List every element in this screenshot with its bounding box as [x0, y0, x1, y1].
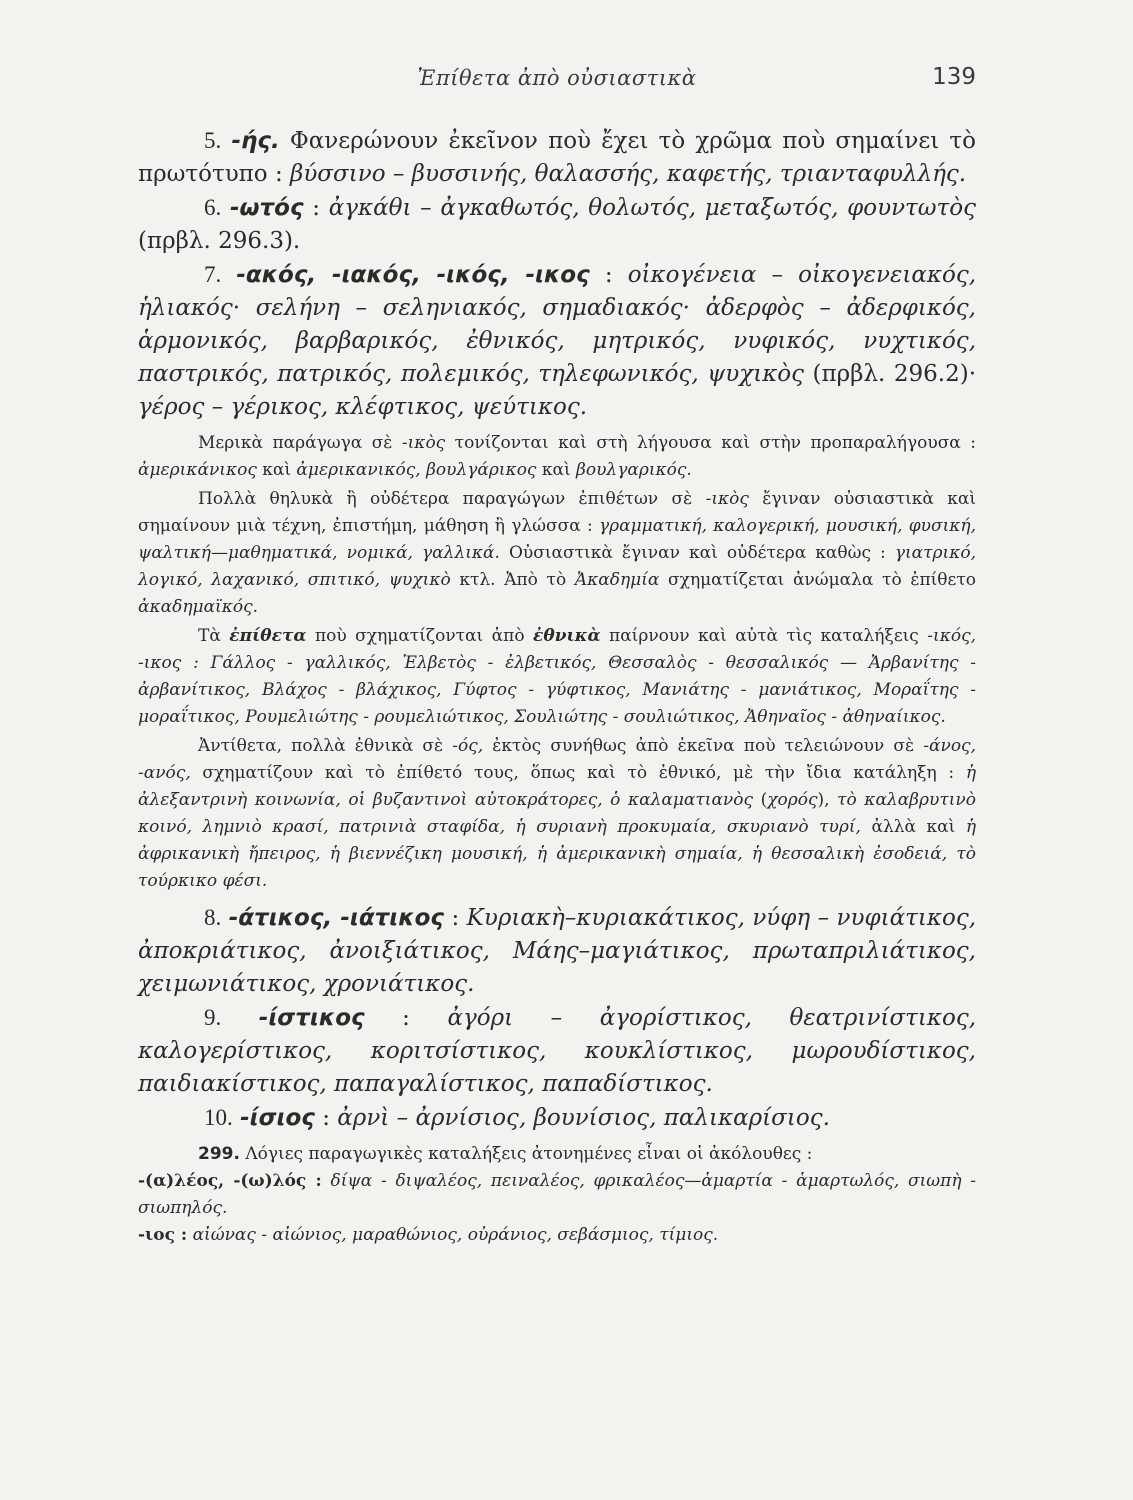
colon: :	[589, 262, 628, 288]
item-7	[138, 258, 976, 424]
examples: αἰώνας - αἰώνιος, μαραθώνιος, οὐράνιος, σεβάσμιος, τίμιος.	[187, 1225, 719, 1245]
example: ἀμερικανικός, βουλγάρικος	[296, 460, 537, 480]
learned-suffix-line	[138, 1168, 976, 1222]
example: τὸ καλαβρυτινὸ κοινό, λημνιὸ κρασί, πατρινιὰ σταφίδα, ἡ συριανὴ προκυμαία, σκυριανὸ τυρί,	[138, 790, 976, 837]
note-text: ἐκτὸς συνήθως ἀπὸ ἐκεῖνα ποὺ τελειώνουν σὲ	[483, 736, 924, 756]
example: γραμματική, καλογερική, μουσική, φυσική, ψαλτική—μαθηματικά, νομικά, γαλλικά.	[138, 516, 976, 563]
note-text: καὶ	[256, 460, 297, 480]
item-number: 5.	[204, 128, 222, 153]
suffix: -(α)λέος, -(ω)λός :	[138, 1171, 322, 1191]
examples: βύσσινο – βυσσινής, θαλασσής, καφετής, τριανταφυλλής.	[290, 161, 967, 187]
item-9	[138, 1001, 976, 1101]
item-number: 10.	[204, 1105, 233, 1130]
suffix: -ωτός	[229, 195, 304, 221]
example: γιατρικό, λογικό, λαχανικό, σπιτικό, ψυχικὸ	[138, 543, 977, 590]
note-text: σχηματίζεται ἀνώμαλα τὸ ἐπίθετο	[659, 570, 976, 590]
colon: :	[303, 195, 329, 221]
suffix: -ικὸς	[705, 489, 749, 509]
suffix: -ής.	[231, 128, 280, 154]
example: ἀκαδημαϊκός.	[138, 597, 259, 617]
suffix: -ός,	[452, 736, 484, 756]
example: χορός	[767, 790, 818, 810]
item-number: 8.	[204, 905, 222, 930]
suffix: -άνος, -ανός,	[138, 736, 976, 783]
note-paragraph	[138, 623, 976, 731]
example: Ἀκαδημία	[574, 570, 660, 590]
colon: :	[314, 1105, 338, 1131]
note-text: ποὺ σχηματίζονται ἀπὸ	[306, 626, 534, 646]
suffix: -ίστικος	[258, 1005, 365, 1031]
bold-term: ἐθνικὰ	[533, 626, 601, 646]
note-text: σχηματίζουν καὶ τὸ ἐπίθετό τους, ὅπως καὶ τὸ ἐθνικό, μὲ τὴν ἴδια κατάληξη :	[190, 763, 966, 783]
learned-suffix-line	[138, 1222, 976, 1249]
examples: οἰκογένεια – οἰκογενειακός, ἡλιακός· σελήνη – σεληνιακός, σημαδιακός· ἀδερφὸς – ἀδερφικός, ἁρμονικός, βαρβαρικός, ἐθνικός, μητρικός, νυφικός, νυχτικός, παστρικός, πατρικός, πολεμικός, τηλεφωνικός, ψυχικὸς	[138, 262, 977, 387]
body-text	[138, 124, 976, 1249]
examples: ἀγκάθι – ἀγκαθωτός, θολωτός, μεταξωτός, φουντωτὸς	[328, 195, 976, 221]
colon: :	[444, 905, 467, 931]
item-number: 7.	[204, 262, 222, 287]
note-text: Οὐσιαστικὰ ἔγιναν καὶ οὐδέτερα καθὼς :	[499, 543, 895, 563]
item-text: Φανερώνουν ἐκεῖνον ποὺ ἔχει τὸ χρῶμα ποὺ σημαίνει τὸ πρωτότυπο :	[138, 128, 977, 187]
examples: Κυριακὴ–κυριακάτικος, νύφη – νυφιάτικος, ἀποκριάτικος, ἀνοιξιάτικος, Μάης–μαγιάτικος, πρωταπριλιάτικος, χειμωνιάτικος, χρονιάτικος.	[138, 905, 977, 997]
example: ἡ ἀλεξαντρινὴ κοινωνία, οἱ βυζαντινοὶ αὐτοκράτορες, ὁ καλαματιανὸς	[138, 763, 976, 810]
cross-reference: (πρβλ. 296.2)·	[804, 361, 977, 387]
examples: γέρος – γέρικος, κλέφτικος, ψεύτικος.	[138, 394, 588, 420]
note-text: Ἀντίθετα, πολλὰ ἐθνικὰ σὲ	[198, 736, 453, 756]
suffix: -ιος :	[138, 1225, 188, 1245]
note-text: τονίζονται καὶ στὴ λήγουσα καὶ στὴν προπαραλήγουσα :	[445, 433, 976, 453]
note-paragraph	[138, 486, 976, 621]
note-text: (	[753, 790, 768, 810]
example: -ικός, -ικος : Γάλλος - γαλλικός, Ἐλβετὸς - ἐλβετικός, Θεσσαλὸς - θεσσαλικός — Ἀρβανίτης - ἀρβανίτικος, Βλάχος - βλάχικος, Γύφτος - γύφτικος, Μανιάτης - μανιάτικος, Μοραΐτης - μοραΐτικος, Ρουμελιώτης - ρουμελιώτικος, Σουλιώτης - σουλιώτικος, Ἀθηναῖος - ἀθηναίικος.	[138, 626, 976, 727]
section-number: 299.	[198, 1144, 240, 1164]
section-text: Λόγιες παραγωγικὲς καταλήξεις ἀτονημένες εἶναι οἱ ἀκόλουθες :	[239, 1144, 813, 1164]
item-number: 6.	[204, 195, 222, 220]
suffix: -άτικος, -ιάτικος	[228, 905, 445, 931]
running-title: Ἐπίθετα ἀπὸ οὐσιαστικὰ	[417, 66, 697, 90]
colon: :	[364, 1005, 448, 1031]
item-6	[138, 191, 976, 258]
example: ἀμερικάνικος	[138, 460, 257, 480]
item-number: 9.	[204, 1005, 222, 1030]
note-text: ἔγιναν οὐσιαστικὰ καὶ σημαίνουν μιὰ τέχνη, ἐπιστήμη, μάθηση ἢ γλώσσα :	[138, 489, 976, 536]
examples: δίψα - διψαλέος, πειναλέος, φρικαλέος—ἁμαρτία - ἁμαρτωλός, σιωπὴ - σιωπηλός.	[138, 1171, 976, 1218]
note-text: Τὰ	[198, 626, 230, 646]
note-text: ),	[817, 790, 838, 810]
item-10	[138, 1101, 976, 1135]
bold-term: ἐπίθετα	[229, 626, 307, 646]
suffix: -ίσιος	[240, 1105, 315, 1131]
note-paragraph	[138, 430, 976, 484]
note-text: ἀλλὰ καὶ	[860, 817, 966, 837]
note-text: κτλ. Ἀπὸ τὸ	[450, 570, 575, 590]
item-8	[138, 901, 976, 1001]
examples: ἀρνὶ – ἀρνίσιος, βουνίσιος, παλικαρίσιος.	[337, 1105, 830, 1131]
note-text: παίρνουν καὶ αὐτὰ τὶς καταλήξεις	[600, 626, 928, 646]
item-5	[138, 124, 976, 191]
suffix: -ικὸς	[401, 433, 446, 453]
section-299	[138, 1141, 976, 1168]
example: ἡ ἀφρικανικὴ ἤπειρος, ἡ βιεννέζικη μουσική, ἡ ἀμερικανικὴ σημαία, ἡ θεσσαλικὴ ἐσοδειά, τὸ τούρκικο φέσι.	[138, 817, 976, 891]
note-paragraph	[138, 733, 976, 895]
examples: ἀγόρι – ἀγορίστικος, θεατρινίστικος, καλογερίστικος, κοριτσίστικος, κουκλίστικος, μωρουδίστικος, παιδιακίστικος, παπαγαλίστικος, παπαδίστικος.	[138, 1005, 977, 1097]
cross-reference: (πρβλ. 296.3).	[138, 228, 301, 254]
page-number: 139	[932, 64, 976, 90]
note-text: Μερικὰ παράγωγα σὲ	[198, 433, 402, 453]
running-head	[138, 62, 976, 96]
note-text: καὶ	[536, 460, 577, 480]
example: βουλγαρικός.	[576, 460, 692, 480]
note-text: Πολλὰ θηλυκὰ ἢ οὐδέτερα παραγώγων ἐπιθέτων σὲ	[198, 489, 706, 509]
suffix: -ακός, -ιακός, -ικός, -ικος	[236, 262, 590, 288]
